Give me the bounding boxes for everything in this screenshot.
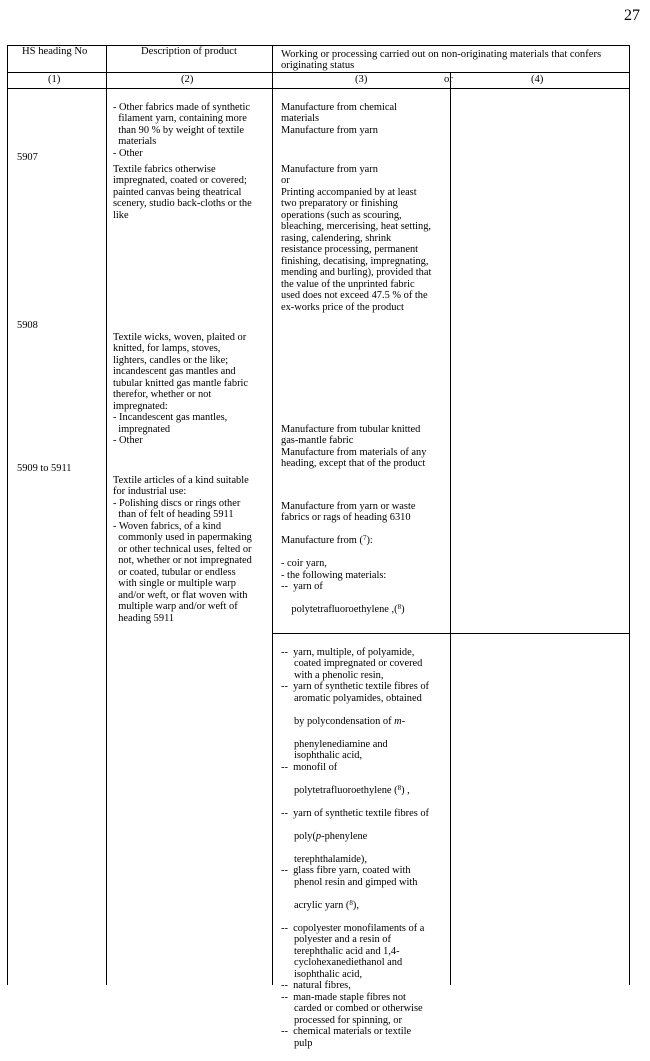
column-divider-2-3 (272, 45, 273, 985)
number-row-divider (7, 88, 630, 89)
header-description: Description of product (141, 46, 237, 57)
hs-5909-to-5911: 5909 to 5911 (17, 463, 72, 474)
header-working-line1: Working or processing carried out on non-originating materials that confers (281, 49, 602, 60)
row5909-description: Textile articles of a kind suitable for industrial use: - Polishing discs or rings other than of felt of heading 5911 - Woven fabrics, of a kind commonly used in papermaking or other technical uses, felted or not, whether or not impregnated or coated, tubular or endless with single or multiple warp and/or weft, or flat woven with multiple warp and/or weft of heading 5911 (113, 474, 252, 624)
column-number-2: (2) (181, 74, 194, 85)
hs-5907: 5907 (17, 152, 38, 163)
row5909-working: Manufacture from yarn or waste fabrics or rags of heading 6310 Manufacture from ($^7$): - coir yarn, - the following materials: -- yarn of polytetrafluoroethylene ,($^8$) (281, 500, 416, 615)
header-divider (7, 72, 630, 73)
column-number-3: (3) (355, 74, 368, 85)
hs-5908: 5908 (17, 320, 38, 331)
table-top-border (7, 45, 630, 46)
header-working-line2: originating status (281, 60, 355, 71)
table-right-border (629, 45, 630, 985)
row5907-description: Textile fabrics otherwise impregnated, coated or covered; painted canvas being theatrical scenery, studio back-cloths or the like (113, 163, 252, 221)
header-hs-heading: HS heading No (22, 46, 88, 57)
footnote-7: 7 (362, 534, 367, 542)
row1-working: Manufacture from chemical materials Manufacture from yarn (281, 101, 397, 136)
table-left-border (7, 45, 8, 985)
footnote-8: 8 (397, 603, 402, 611)
row1-description: - Other fabrics made of synthetic filament yarn, containing more than 90 % by weight of textile materials - Other (113, 101, 251, 159)
column-number-1: (1) (48, 74, 61, 85)
row-divider-5909 (272, 633, 630, 634)
row5908-description: Textile wicks, woven, plaited or knitted, for lamps, stoves, lighters, candles or the like; incandescent gas mantles and tubular knitted gas mantle fabric therefor, whether or not impregnated: - Incandescent gas mantles, impregnated - Other (113, 331, 249, 446)
column-or-label: or (444, 74, 453, 85)
row5908-working: Manufacture from tubular knitted gas-mantle fabric Manufacture from materials of any heading, except that of the product (281, 423, 427, 469)
page-number: 27 (624, 7, 640, 24)
footnote-8: 8 (397, 783, 402, 792)
column-number-4: (4) (531, 74, 544, 85)
column-divider-3-4 (450, 72, 451, 985)
row5907-working: Manufacture from yarn or Printing accompanied by at least two preparatory or finishing operations (such as scouring, bleaching, mercerising, heat setting, rasing, calendering, shrink resistance processing, permanent finishing, decatising, impregnating, mending and burling), provided that the value of the unprinted fabric used does not exceed 47.5 % of the ex-works price of the product (281, 163, 432, 313)
column-divider-1-2 (106, 45, 107, 985)
materials-list: -- yarn, multiple, of polyamide, coated impregnated or covered with a phenolic resin, -- yarn of synthetic textile fibres of aromatic polyamides, obtained by polycondensation of m- phenylenediamine and isophthalic acid, -- monofil of polytetrafluoroethylene ($^8$) , -- yarn of synthetic textile fibres of poly(p-phenylene terephthalamide), -- glass fibre yarn, coated with phenol resin and gimped with acrylic yarn ($^8$), -- copolyester monofilaments of a polyester and a resin of terephthalic acid and 1,4- cyclohexanediethanol and isophthalic acid, -- natural fibres, -- man-made staple fibres not carded or combed or otherwise processed for spinning, or -- chemical materials or textile pulp (281, 646, 430, 1049)
footnote-8: 8 (349, 898, 353, 907)
